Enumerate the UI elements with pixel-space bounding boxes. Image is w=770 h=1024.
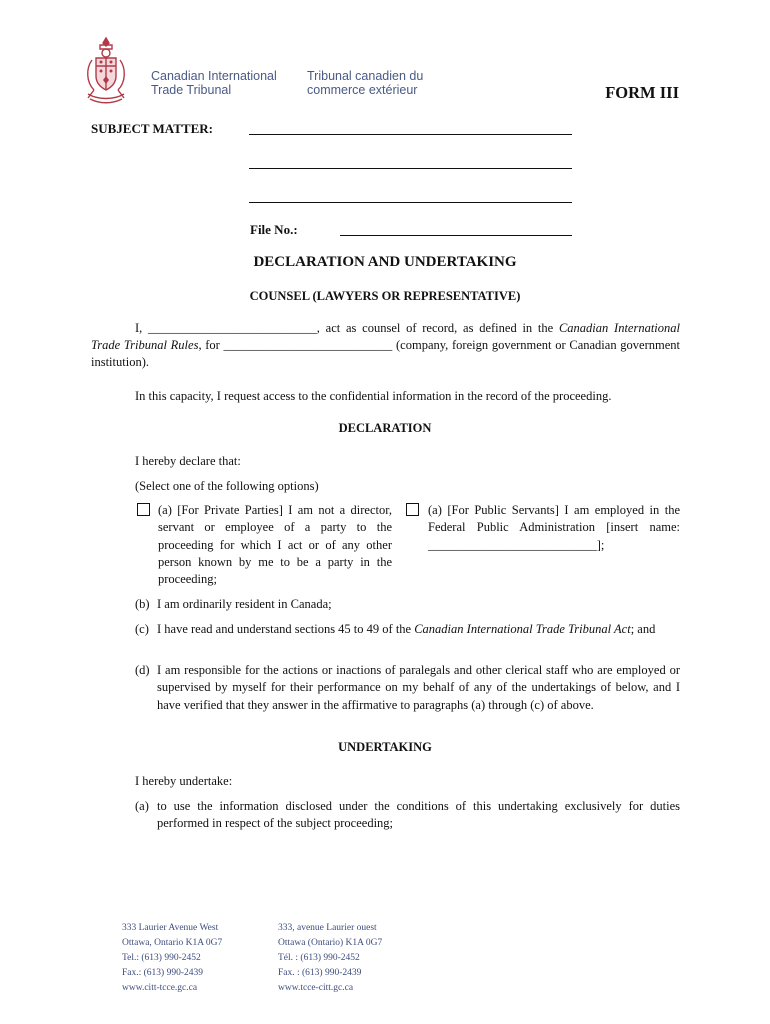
act-name: Canadian International Trade Tribunal Act [414,622,631,636]
declaration-heading: DECLARATION [338,421,432,435]
declaration-item-c: (c) I have read and understand sections 45 to 49 of the Canadian International Trade Tribunal Act; and [135,622,656,636]
subject-matter-line-1[interactable] [249,134,572,135]
public-servant-checkbox[interactable] [406,503,419,516]
subject-matter-line-2[interactable] [249,168,572,169]
sub-title: COUNSEL (LAWYERS OR REPRESENTATIVE) [249,289,521,303]
file-no-line[interactable] [340,235,572,236]
subject-matter-line-3[interactable] [249,202,572,203]
intro-paragraph: I, ___________________________, act as counsel of record, as defined in the Canadian International Trade Tribunal Rules, for ___________________________ (company, foreign government or Canadian government institution). [91,321,680,369]
option-private-text: (a) [For Private Parties] I am not a director, servant or employee of a party to the proceeding for which I act or of any other person known by me to be a party in the proceeding; [158,503,392,587]
declaration-lead: I hereby declare that: [135,454,241,468]
address-en: 333 Laurier Avenue West Ottawa, Ontario K1A 0G7 Tel.: (613) 990-2452 Fax.: (613) 990-2439 www.citt-tcce.gc.ca [122,921,222,996]
declaration-item-d: (d) I am responsible for the actions or inactions of paralegals and other clerical staff who are employed or supervised by myself for their performance on my behalf of any of the undertakings of below, and I have verified that they answer in the affirmative to paragraphs (a) through (c) of above. [135,663,680,712]
option-public-text: (a) [For Public Servants] I am employed in the Federal Public Administration [insert name: ___________________________]; [428,503,680,552]
main-title: DECLARATION AND UNDERTAKING [253,254,517,270]
capacity-statement: In this capacity, I request access to the confidential information in the record of the proceeding. [135,389,612,403]
website-link-fr[interactable]: www.tcce-citt.gc.ca [278,983,354,993]
form-number: FORM III [605,83,679,102]
address-fr: 333, avenue Laurier ouest Ottawa (Ontario) K1A 0G7 Tél. : (613) 990-2452 Fax. : (613) 990-2439 www.tcce-citt.gc.ca [278,921,382,996]
coat-of-arms-icon [82,36,130,106]
undertaking-item-a: (a) to use the information disclosed under the conditions of this undertaking exclusively for duties performed in respect of the subject proceeding; [135,799,680,831]
private-party-checkbox[interactable] [137,503,150,516]
undertaking-lead: I hereby undertake: [135,774,233,788]
website-link-en[interactable]: www.citt-tcce.gc.ca [122,983,198,993]
undertaking-heading: UNDERTAKING [338,740,432,754]
declaration-item-b: (b) I am ordinarily resident in Canada; [135,597,332,611]
subject-matter-label: SUBJECT MATTER: [91,121,213,136]
file-no-label: File No.: [250,222,298,237]
select-note: (Select one of the following options) [135,479,319,493]
rules-name: Canadian International Trade Tribunal Rules [91,321,680,352]
org-name-fr: Tribunal canadien du commerce extérieur [307,69,424,97]
org-name-en: Canadian International Trade Tribunal [151,69,277,97]
